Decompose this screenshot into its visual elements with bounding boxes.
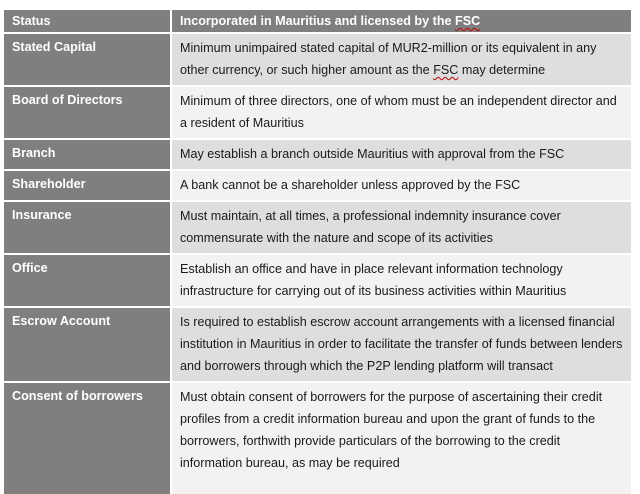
row-value: Is required to establish escrow account arrangements with a licensed financial institution in Mauritius in order to facilitate the transfer of funds between lenders and borrowers through which the P2P lending platform will transact: [172, 308, 631, 383]
row-value-abbr: FSC: [433, 63, 459, 77]
row-key: Escrow Account: [4, 308, 172, 383]
table-row: [4, 171, 631, 202]
row-value: Must obtain consent of borrowers for the purpose of ascertaining their credit profiles from a credit information bureau and upon the grant of funds to the borrowers, forthwith provide particulars of the borrowing to the credit information bureau, as may be required: [172, 383, 631, 494]
requirements-table: [4, 10, 631, 494]
header-status-value: [172, 10, 631, 34]
table-row: [4, 308, 631, 383]
row-key: Shareholder: [4, 171, 172, 202]
header-status: Status: [4, 10, 172, 34]
row-value: Minimum of three directors, one of whom must be an independent director and a resident of Mauritius: [172, 87, 631, 140]
row-key: Insurance: [4, 202, 172, 255]
header-status-value-text: Incorporated in Mauritius and licensed by the: [180, 14, 456, 28]
row-key: Board of Directors: [4, 87, 172, 140]
table-row: [4, 34, 631, 87]
header-status-value-abbr: FSC: [455, 14, 481, 28]
row-key: Branch: [4, 140, 172, 171]
table-row: [4, 202, 631, 255]
table-row: [4, 255, 631, 308]
row-value: Must maintain, at all times, a professional indemnity insurance cover commensurate with the nature and scope of its activities: [172, 202, 631, 255]
row-value: May establish a branch outside Mauritius with approval from the FSC: [172, 140, 631, 171]
row-value-text: Minimum unimpaired stated capital of MUR2-million or its equivalent in any other currency, or such higher amount as the: [180, 41, 597, 77]
row-key: Stated Capital: [4, 34, 172, 87]
table-row: [4, 140, 631, 171]
row-value: A bank cannot be a shareholder unless approved by the FSC: [172, 171, 631, 202]
row-value: Establish an office and have in place relevant information technology infrastructure for carrying out of its business activities within Mauritius: [172, 255, 631, 308]
table-row: [4, 383, 631, 494]
row-value-suffix: may determine: [458, 63, 546, 77]
table-header-row: [4, 10, 631, 34]
requirements-table-wrapper: [4, 10, 631, 494]
row-key: Office: [4, 255, 172, 308]
row-key: Consent of borrowers: [4, 383, 172, 494]
row-value: [172, 34, 631, 87]
table-row: [4, 87, 631, 140]
